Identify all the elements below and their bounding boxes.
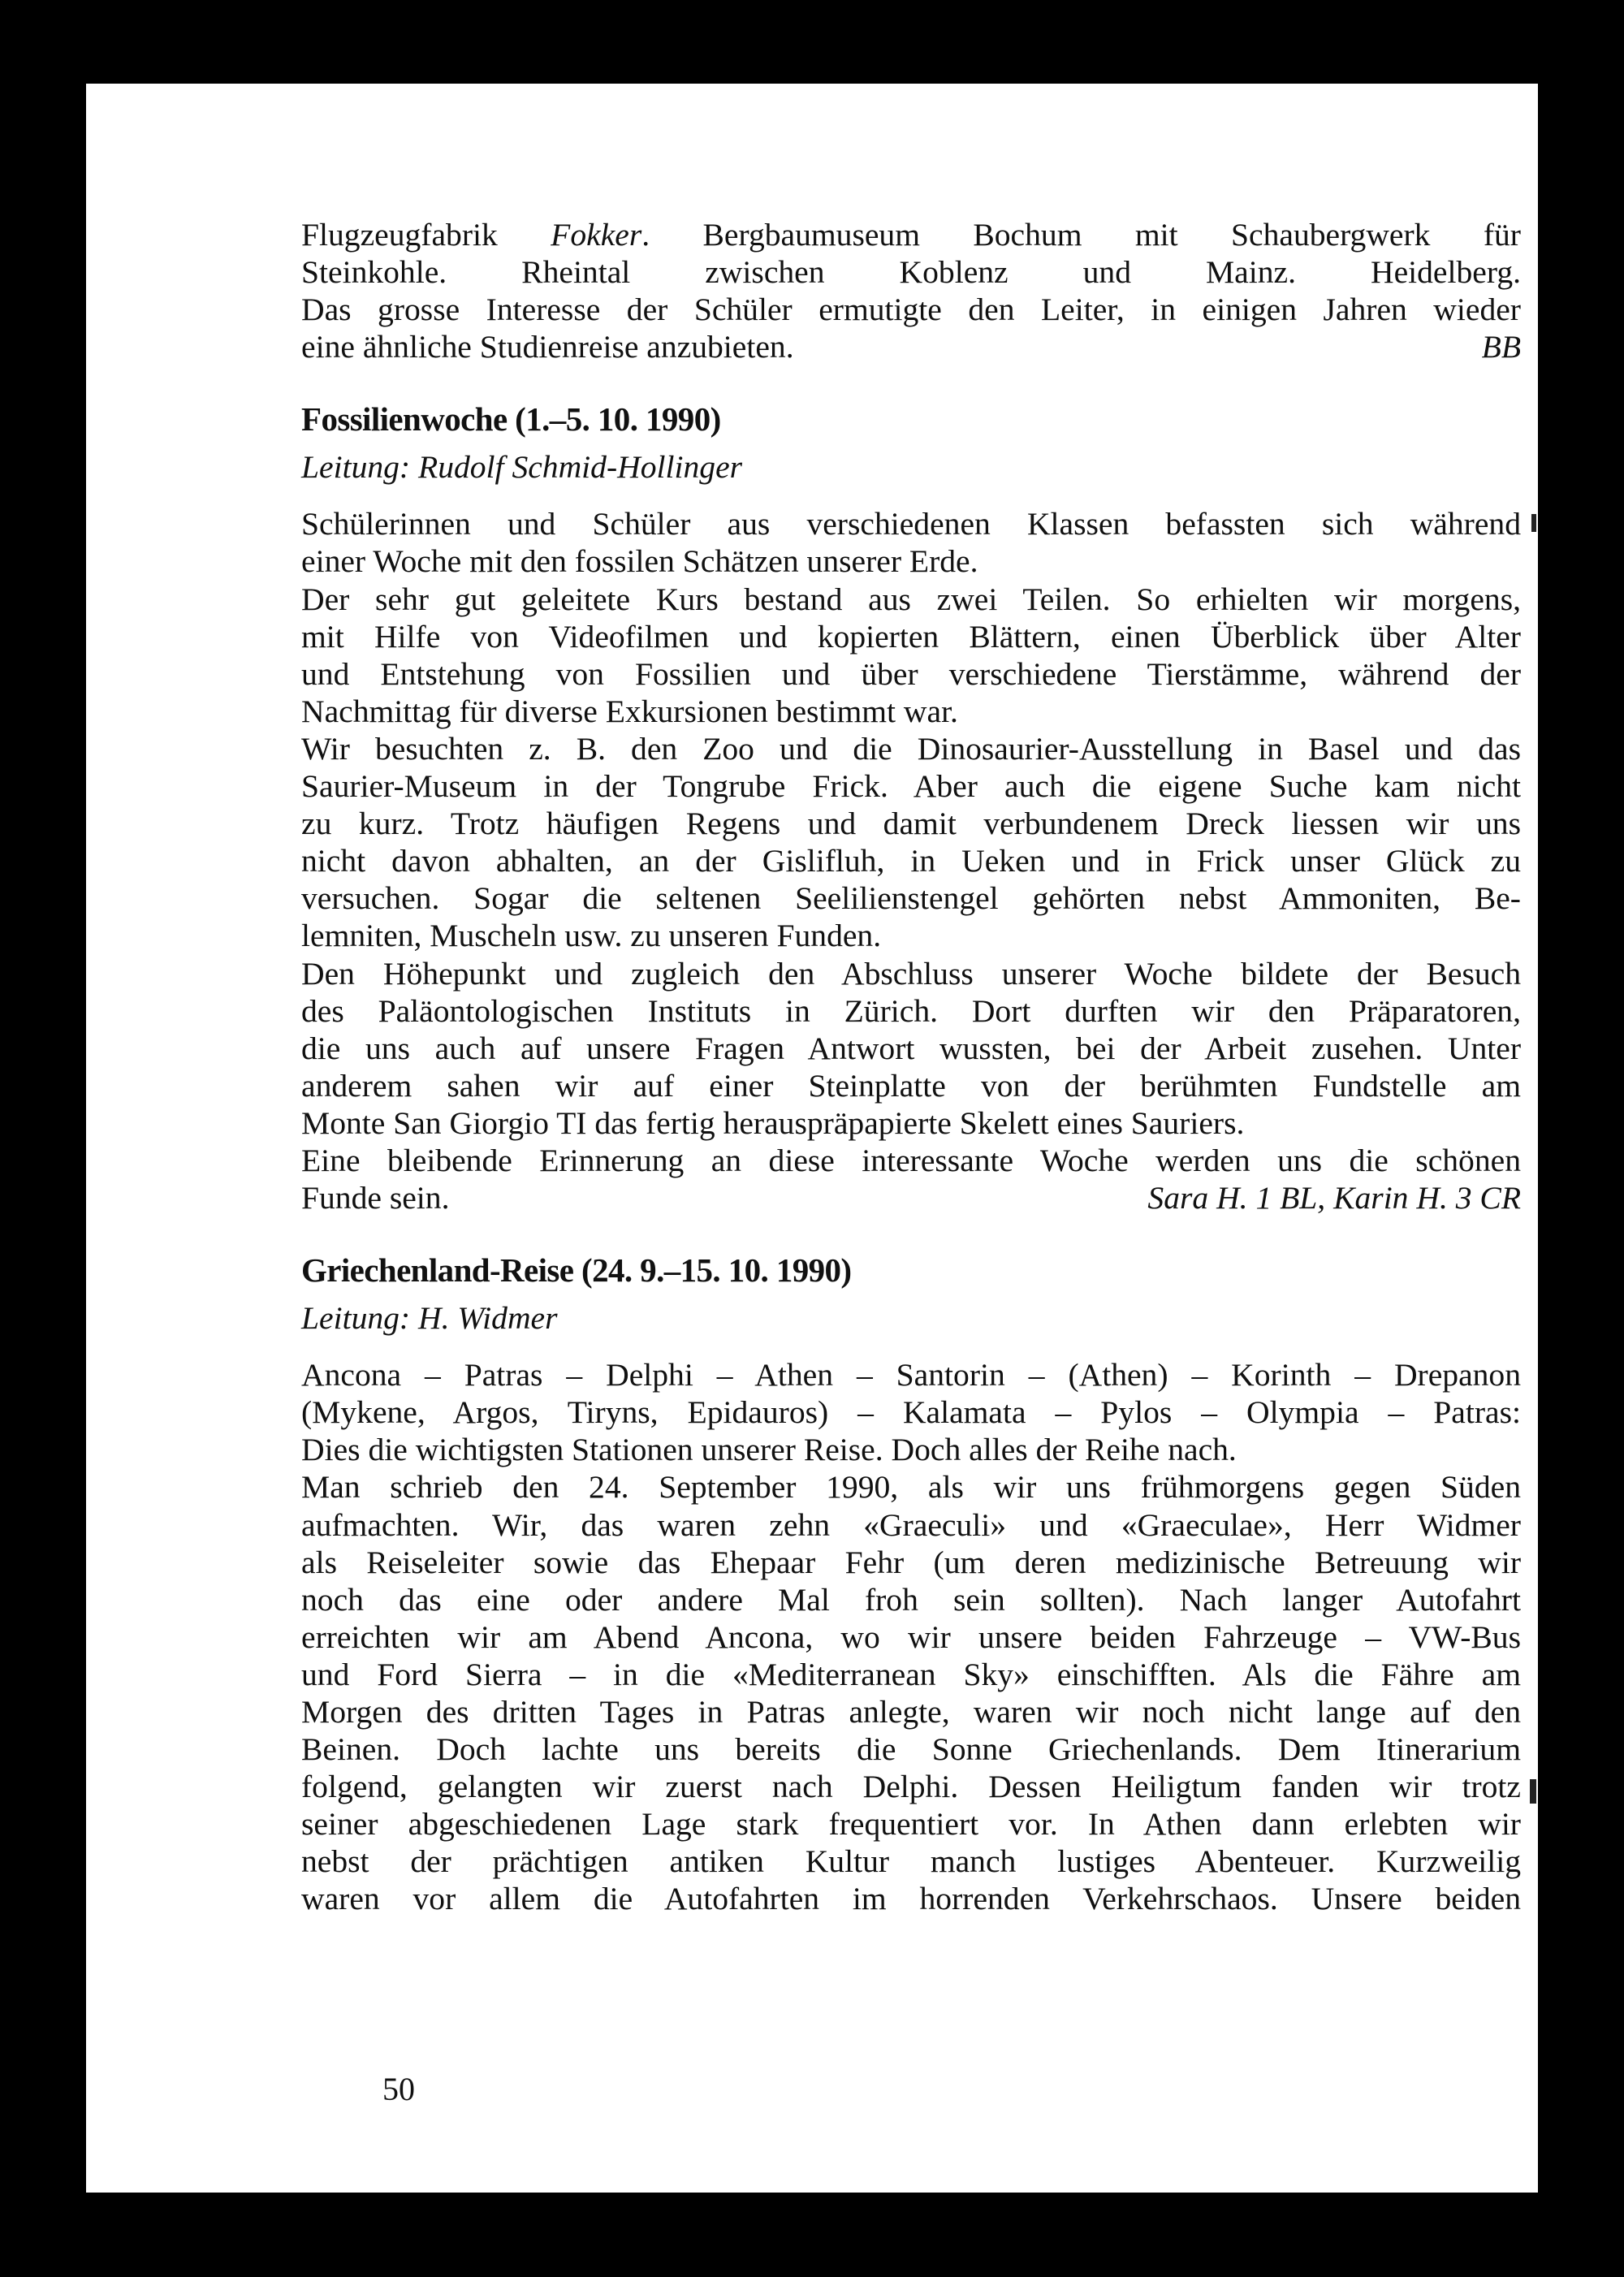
paragraph: Ancona – Patras – Delphi – Athen – Santorin – (Athen) – Korinth – Drepanon (Mykene, Argos, Tiryns, Epidauros) – Kalamata – Pylos – Olympia – Patras: Dies die wichtigsten Stationen unserer Reise. Doch alles der Reihe nach. (301, 1357, 1521, 1468)
section-leitung: Leitung: Rudolf Schmid-Hollinger (301, 449, 743, 486)
text-line-with-signature: Funde sein. Sara H. 1 BL, Karin H. 3 CR (301, 1180, 1521, 1216)
section-heading-griechenland-reise: Griechenland-Reise (24. 9.–15. 10. 1990) (301, 1251, 852, 1290)
text-line-with-signature: eine ähnliche Studienreise anzubieten. BB (301, 329, 1521, 365)
paragraph: Eine bleibende Erinnerung an diese interessante Woche werden uns die schönen Funde sein. Sara H. 1 BL, Karin H. 3 CR (301, 1142, 1521, 1216)
section-leitung: Leitung: H. Widmer (301, 1300, 558, 1337)
section-heading-fossilienwoche: Fossilienwoche (1.–5. 10. 1990) (301, 400, 721, 439)
text-column (301, 216, 1521, 1918)
italic-word: Fokker (551, 217, 642, 253)
page-number: 50 (382, 2071, 415, 2107)
paragraph: Der sehr gut geleitete Kurs bestand aus zwei Teilen. So erhielten wir morgens, mit Hilfe von Videofilmen und kopierten Blättern, einen Überblick über Alter und Entstehung von Fossilien und über verschiedene Tierstämme, während der Nachmittag für diverse Exkursionen bestimmt war. (301, 581, 1521, 729)
text-line: Steinkohle. Rheintal zwischen Koblenz und Mainz. Heidelberg. (301, 254, 1521, 291)
scan-edge-mark-bottom (1530, 1779, 1536, 1804)
text-line: Das grosse Interesse der Schüler ermutigte den Leiter, in einigen Jahren wieder (301, 292, 1521, 328)
paragraph: Wir besuchten z. B. den Zoo und die Dinosaurier-Ausstellung in Basel und das Saurier-Museum in der Tongrube Frick. Aber auch die eigene Suche kam nicht zu kurz. Trotz häufigen Regens und damit verbundenem Dreck liessen wir uns nicht davon abhalten, an der Gislifluh, in Ueken und in Frick unser Glück zu versuchen. Sogar die seltenen Seelilienstengel gehörten nebst Ammoniten, Be- lemniten, Muscheln usw. zu unseren Funden. (301, 730, 1521, 954)
text-line: Flugzeugfabrik Fokker. Bergbaumuseum Bochum mit Schaubergwerk für (301, 217, 1521, 253)
paragraph: Man schrieb den 24. September 1990, als wir uns frühmorgens gegen Süden aufmachten. Wir, das waren zehn «Graeculi» und «Graeculae», Herr Widmer als Reiseleiter sowie das Ehepaar Fehr (um deren medizinische Betreuung wir noch das eine oder andere Mal froh sein sollten). Nach langer Autofahrt erreichten wir am Abend Ancona, wo wir unsere beiden Fahrzeuge – VW-Bus und Ford Sierra – in die «Mediterranean Sky» einschifften. Als die Fähre am Morgen des dritten Tages in Patras anlegte, waren wir noch nicht lange auf den Beinen. Doch lachte uns bereits die Sonne Griechenlands. Dem Itinerarium folgend, gelangten wir zuerst nach Delphi. Dessen Heiligtum fanden wir trotz seiner abgeschiedenen Lage stark frequentiert vor. In Athen dann erlebten wir nebst der prächtigen antiken Kultur manch lustiges Abenteuer. Kurzweilig waren vor allem die Autofahrten im horrenden Verkehrschaos. Unsere beiden (301, 1469, 1521, 1917)
paragraph: Schülerinnen und Schüler aus verschiedenen Klassen befassten sich während einer Woche mit den fossilen Schätzen unserer Erde. (301, 506, 1521, 580)
paragraph: Den Höhepunkt und zugleich den Abschluss unserer Woche bildete der Besuch des Paläontologischen Instituts in Zürich. Dort durften wir den Präparatoren, die uns auch auf unsere Fragen Antwort wussten, bei der Arbeit zusehen. Unter anderem sahen wir auf einer Steinplatte von der berühmten Fundstelle am Monte San Giorgio TI das fertig herauspräpapierte Skelett eines Sauriers. (301, 955, 1521, 1141)
scan-edge-mark-top (1531, 514, 1536, 532)
document-page (86, 84, 1538, 2193)
signature: Sara H. 1 BL, Karin H. 3 CR (1147, 1180, 1521, 1216)
intro-paragraph (301, 216, 1521, 365)
signature: BB (1481, 329, 1521, 365)
